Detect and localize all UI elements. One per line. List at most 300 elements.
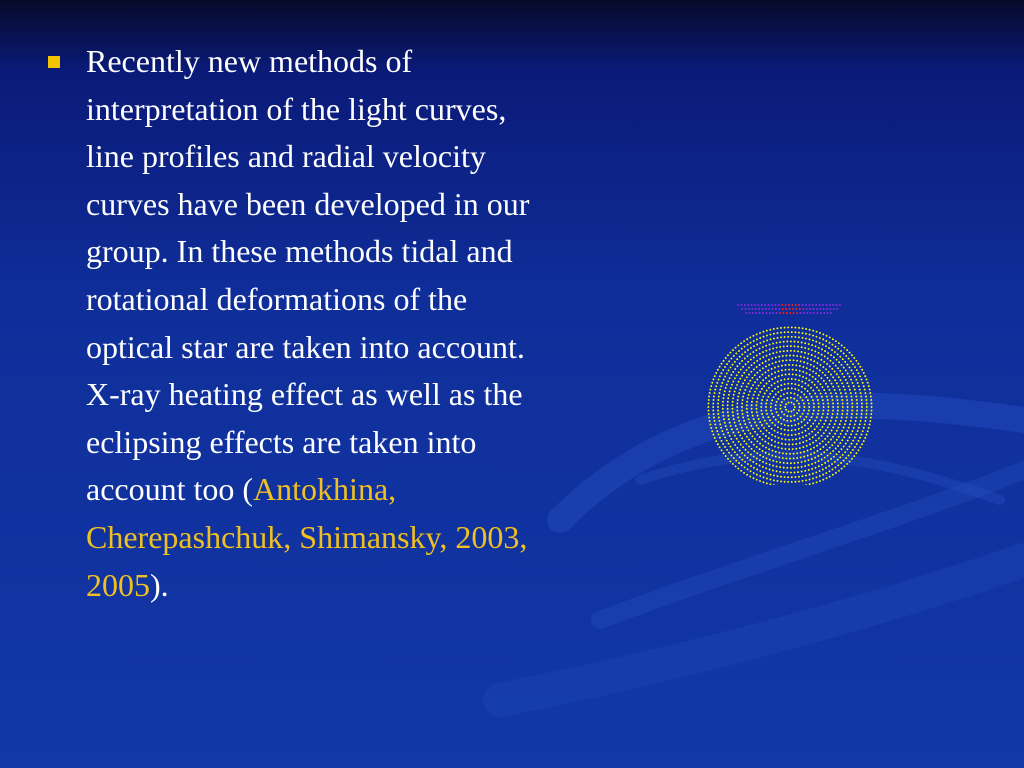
star-dot [759,421,761,423]
star-dot [850,379,852,381]
star-dot [758,418,760,420]
star-dot [738,431,740,433]
star-dot [801,351,803,353]
star-dot [835,420,837,422]
star-dot [802,366,804,368]
star-dot [768,387,770,389]
star-dot [808,348,810,350]
star-dot [822,440,824,442]
star-dot [778,437,780,439]
star-dot [769,464,771,466]
star-dot [832,410,834,412]
star-dot [765,462,767,464]
star-dot [756,452,758,454]
star-dot [856,410,858,412]
star-dot [834,389,836,391]
star-dot [827,403,829,405]
star-dot [802,480,804,482]
star-dot [754,438,756,440]
star-dot [834,461,836,463]
star-dot [794,331,796,333]
star-dot [837,403,839,405]
star-dot [826,477,828,479]
heated-cap-dot [813,312,815,314]
star-dot [829,476,831,478]
star-dot [801,431,803,433]
star-dot [762,416,764,418]
close-paren: ). [150,566,169,603]
star-dot [823,406,825,408]
star-dot [809,374,811,376]
star-dot [809,483,811,485]
star-dot [734,451,736,453]
star-dot [746,401,748,403]
star-dot [752,428,754,430]
star-dot [825,340,827,342]
star-dot [750,453,752,455]
star-dot [850,452,852,454]
star-dot [795,369,797,371]
star-dot [731,384,733,386]
star-dot [738,462,740,464]
star-dot [794,345,796,347]
star-dot [855,360,857,362]
star-dot [798,480,800,482]
heated-cap-dot [752,312,754,314]
star-dot [807,384,809,386]
star-dot [861,379,863,381]
star-dot [836,396,838,398]
star-dot [837,459,839,461]
star-dot [799,437,801,439]
star-dot [719,389,721,391]
star-dot [836,416,838,418]
star-dot [791,425,793,427]
star-dot [791,411,793,413]
star-dot [791,336,793,338]
star-dot [857,430,859,432]
star-dot [836,430,838,432]
star-dot [734,377,736,379]
star-dot [791,331,793,333]
star-dot [825,368,827,370]
star-dot [727,408,729,410]
star-dot [823,432,825,434]
star-dot [774,372,776,374]
star-dot [772,450,774,452]
star-dot [753,356,755,358]
star-dot [834,379,836,381]
heated-cap-dot [774,304,776,306]
star-dot [751,404,753,406]
star-dot [866,434,868,436]
star-dot [767,396,769,398]
star-dot [846,399,848,401]
star-dot [780,404,782,406]
star-dot [847,403,849,405]
star-dot [736,447,738,449]
star-dot [786,462,788,464]
star-dot [869,392,871,394]
star-dot [819,342,821,344]
star-dot [819,337,821,339]
heated-cap-dot [793,312,795,314]
star-dot [725,455,727,457]
star-dot [773,484,775,485]
star-dot [747,361,749,363]
star-dot [782,360,784,362]
star-dot [816,450,818,452]
star-dot [812,390,814,392]
heated-cap-dot [836,304,838,306]
heated-cap-dot [740,304,742,306]
star-dot [843,352,845,354]
star-dot [740,470,742,472]
star-dot [855,433,857,435]
star-dot [744,346,746,348]
star-dot [818,375,820,377]
star-dot [738,371,740,373]
star-dot [775,451,777,453]
star-dot [832,362,834,364]
star-dot [718,417,720,419]
star-dot [837,406,839,408]
star-dot [801,471,803,473]
star-dot [729,460,731,462]
star-dot [794,434,796,436]
star-dot [826,416,828,418]
star-dot [719,375,721,377]
star-dot [820,359,822,361]
star-dot [850,369,852,371]
star-dot [811,463,813,465]
star-dot [799,365,801,367]
star-dot [794,350,796,352]
star-dot [759,337,761,339]
star-dot [805,416,807,418]
star-dot [866,403,868,405]
star-dot [724,437,726,439]
star-dot [747,344,749,346]
star-dot [784,388,786,390]
star-dot [785,403,787,405]
star-dot [849,437,851,439]
star-dot [861,406,863,408]
star-dot [747,457,749,459]
star-dot [788,402,790,404]
heated-cap-dot [775,308,777,310]
star-dot [732,364,734,366]
star-dot [780,480,782,482]
star-dot [778,456,780,458]
star-dot [865,417,867,419]
star-dot [778,356,780,358]
star-dot [713,434,715,436]
heated-cap-dot [757,304,759,306]
star-dot [837,367,839,369]
star-dot [754,381,756,383]
star-dot [845,355,847,357]
star-dot [722,397,724,399]
star-dot [798,423,800,425]
star-dot [732,463,734,465]
star-dot [803,410,805,412]
star-dot [835,392,837,394]
star-dot [759,459,761,461]
star-dot [822,474,824,476]
star-dot [738,350,740,352]
star-dot [812,330,814,332]
star-dot [864,389,866,391]
star-dot [836,439,838,441]
star-dot [736,406,738,408]
star-dot [818,460,820,462]
star-dot [799,447,801,449]
star-dot [808,379,810,381]
star-dot [823,380,825,382]
star-dot [849,389,851,391]
star-dot [795,438,797,440]
star-dot [861,410,863,412]
heated-cap-dot [836,308,838,310]
star-dot [799,375,801,377]
star-dot [813,452,815,454]
star-dot [787,383,789,385]
star-dot [756,425,758,427]
star-dot [832,403,834,405]
star-dot [709,389,711,391]
star-dot [807,362,809,364]
star-dot [794,383,796,385]
star-dot [829,423,831,425]
heated-cap-dot [826,308,828,310]
heated-cap-dot [816,312,818,314]
star-dot [842,403,844,405]
star-dot [794,341,796,343]
star-dot [762,379,764,381]
star-dot [771,399,773,401]
star-dot [823,451,825,453]
star-dot [856,413,858,415]
star-dot [778,452,780,454]
star-dot [727,354,729,356]
star-dot [805,475,807,477]
star-dot [783,471,785,473]
star-dot [827,460,829,462]
star-dot [826,335,828,337]
star-dot [732,371,734,373]
star-dot [737,413,739,415]
star-dot [791,476,793,478]
star-dot [746,376,748,378]
star-dot [790,392,792,394]
star-dot [736,438,738,440]
star-dot [796,360,798,362]
star-dot [737,344,739,346]
star-dot [723,452,725,454]
heated-cap-dot [806,312,808,314]
star-dot [841,399,843,401]
star-dot [804,460,806,462]
star-dot [732,349,734,351]
star-dot [774,377,776,379]
star-dot [719,366,721,368]
star-dot [819,443,821,445]
star-dot [846,416,848,418]
star-dot [725,387,727,389]
star-dot [855,452,857,454]
star-dot [827,435,829,437]
star-dot [777,381,779,383]
star-dot [769,419,771,421]
star-dot [787,326,789,328]
star-dot [808,353,810,355]
star-dot [738,441,740,443]
star-dot [835,448,837,450]
star-dot [795,448,797,450]
star-dot [753,467,755,469]
star-dot [791,378,793,380]
star-dot [812,436,814,438]
star-dot [730,387,732,389]
star-dot [827,455,829,457]
star-dot [854,423,856,425]
star-dot [841,430,843,432]
star-dot [718,420,720,422]
star-dot [759,465,761,467]
star-dot [832,426,834,428]
star-dot [859,446,861,448]
star-dot [813,406,815,408]
star-dot [820,448,822,450]
body-text: Recently new methods of interpretation of the light curves, line profiles and radial velocity curves have been developed in our group. In these methods tidal and rotational deformations of the optical star are taken into account. X-ray heating effect as well as the eclipsing effects are taken into account too [86,43,530,508]
star-dot [858,440,860,442]
star-dot [762,374,764,376]
star-dot [854,389,856,391]
star-dot [846,448,848,450]
star-dot [727,415,729,417]
star-dot [752,377,754,379]
star-dot [773,333,775,335]
star-dot [797,466,799,468]
star-dot [839,389,841,391]
star-dot [742,382,744,384]
star-dot [851,406,853,408]
star-dot [717,369,719,371]
star-dot [782,355,784,357]
star-dot [827,413,829,415]
star-dot [816,336,818,338]
star-dot [834,442,836,444]
star-dot [813,365,815,367]
heated-cap-dot [765,308,767,310]
star-dot [715,372,717,374]
star-dot [761,424,763,426]
star-dot [805,328,807,330]
star-dot [822,446,824,448]
heated-cap-dot [806,308,808,310]
star-dot [807,428,809,430]
star-dot [816,367,818,369]
star-dot [777,386,779,388]
star-dot [708,396,710,398]
star-dot [732,415,734,417]
star-dot [860,417,862,419]
star-dot [815,440,817,442]
star-dot [783,393,785,395]
star-dot [841,396,843,398]
star-dot [777,447,779,449]
star-dot [814,393,816,395]
star-dot [769,483,771,485]
star-dot [718,434,720,436]
heated-cap-dot [798,304,800,306]
star-dot [784,476,786,478]
star-dot [805,338,807,340]
star-dot [775,356,777,358]
star-dot [788,444,790,446]
star-dot [776,470,778,472]
star-dot [710,427,712,429]
star-dot [786,392,788,394]
star-dot [769,469,771,471]
star-dot [723,379,725,381]
star-dot [809,329,811,331]
star-dot [866,413,868,415]
star-dot [798,336,800,338]
star-dot [781,411,783,413]
star-dot [811,468,813,470]
star-dot [803,403,805,405]
star-dot [838,451,840,453]
star-dot [749,391,751,393]
star-dot [784,327,786,329]
star-dot [741,437,743,439]
star-dot [768,364,770,366]
star-dot [753,472,755,474]
star-dot [808,464,810,466]
star-dot [812,399,814,401]
star-dot [785,355,787,357]
star-dot [851,399,853,401]
star-dot [763,471,765,473]
star-dot [791,402,793,404]
star-dot [763,427,765,429]
star-dot [793,453,795,455]
star-dot [845,420,847,422]
star-dot [780,428,782,430]
star-dot [823,361,825,363]
star-dot [756,411,758,413]
star-dot [816,362,818,364]
star-dot [728,369,730,371]
star-dot [765,447,767,449]
star-dot [768,437,770,439]
star-dot [789,359,791,361]
star-dot [858,363,860,365]
star-dot [830,360,832,362]
star-dot [806,440,808,442]
heated-cap-dot [815,304,817,306]
star-dot [776,351,778,353]
star-dot [762,396,764,398]
star-dot [843,386,845,388]
star-dot [714,375,716,377]
star-dot [844,361,846,363]
star-dot [800,456,802,458]
star-dot [785,453,787,455]
star-dot [710,385,712,387]
